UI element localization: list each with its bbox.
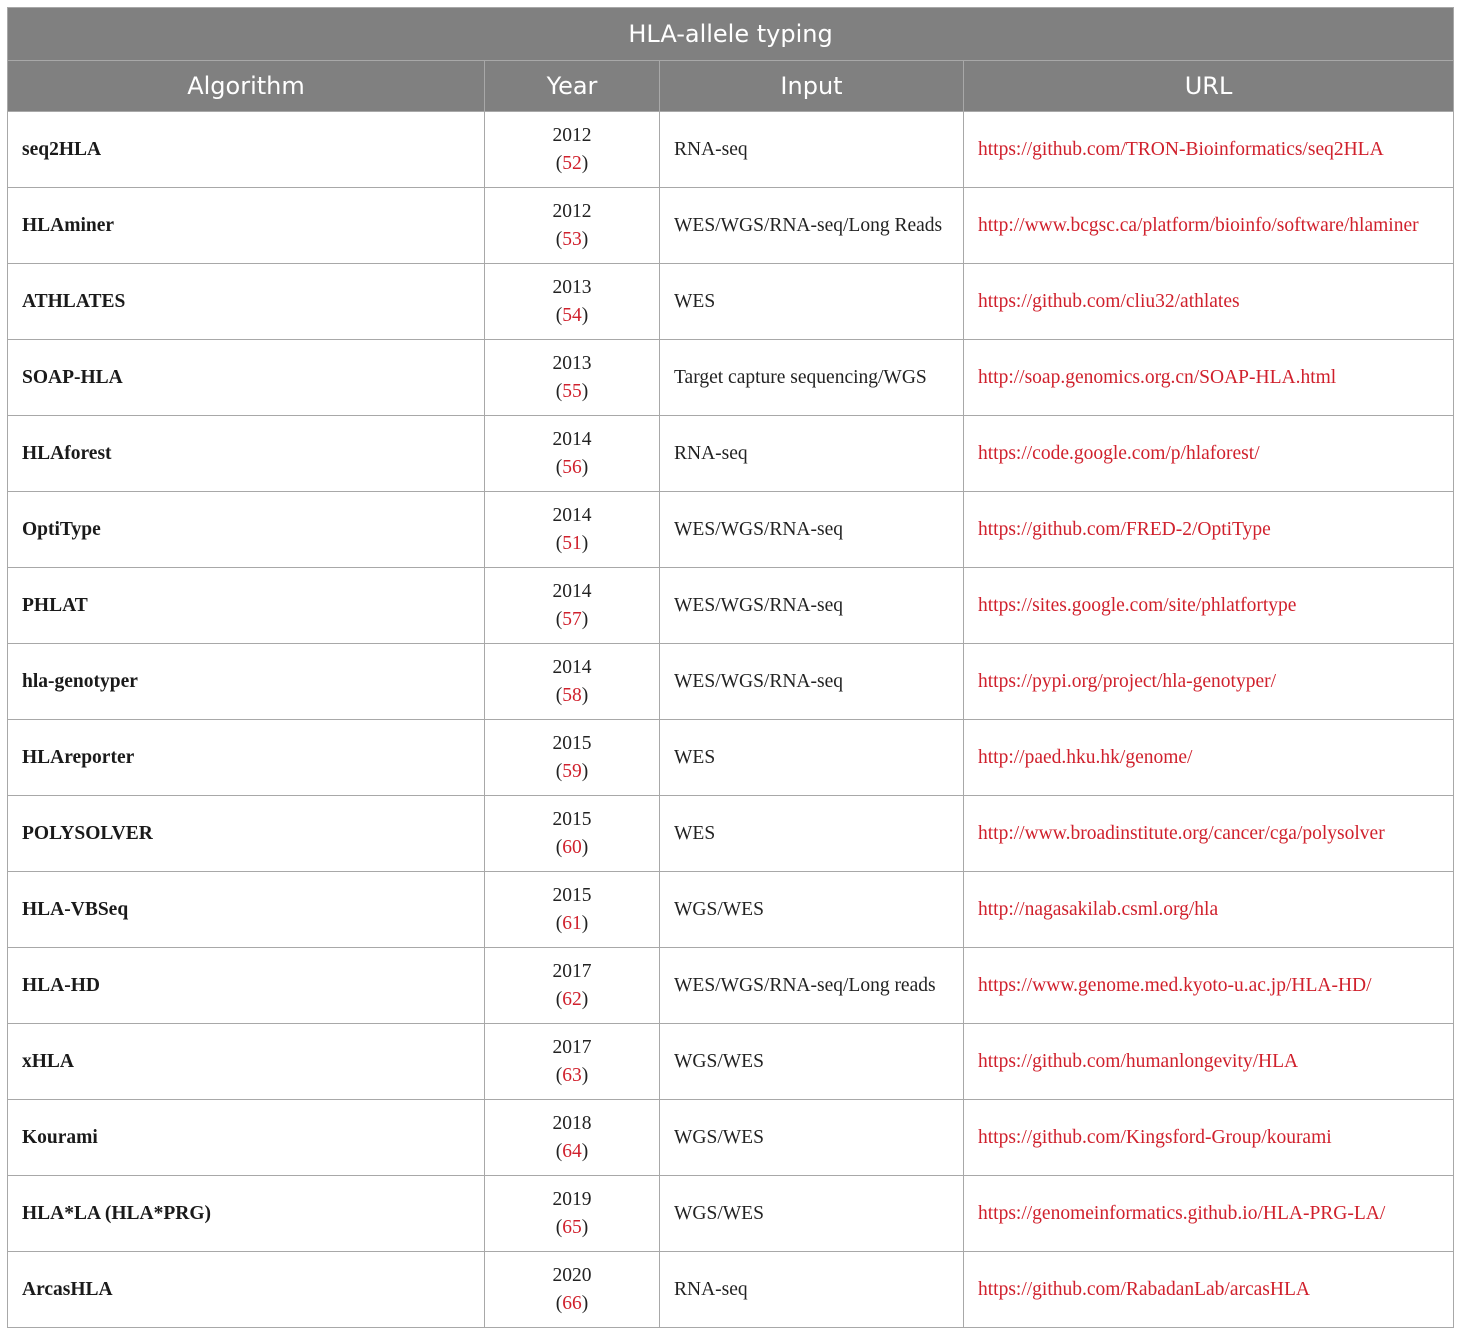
table-title: HLA-allele typing bbox=[8, 8, 1454, 61]
algorithm-cell: SOAP-HLA bbox=[8, 340, 485, 416]
algorithm-cell: ATHLATES bbox=[8, 264, 485, 340]
year-cell bbox=[485, 568, 660, 644]
url-link[interactable]: http://paed.hku.hk/genome/ bbox=[964, 720, 1454, 796]
reference-number[interactable]: 53 bbox=[562, 228, 582, 250]
input-cell: WES bbox=[660, 720, 964, 796]
year-value: 2014 bbox=[552, 504, 592, 526]
input-cell: WES bbox=[660, 264, 964, 340]
reference-citation[interactable]: (55) bbox=[555, 380, 589, 402]
year-cell bbox=[485, 948, 660, 1024]
year-cell bbox=[485, 796, 660, 872]
table-row bbox=[8, 416, 1454, 492]
url-link[interactable]: https://pypi.org/project/hla-genotyper/ bbox=[964, 644, 1454, 720]
reference-number[interactable]: 60 bbox=[562, 836, 582, 858]
table-header-row bbox=[8, 61, 1454, 112]
table-body bbox=[8, 112, 1454, 1328]
year-cell bbox=[485, 1176, 660, 1252]
year-value: 2013 bbox=[552, 352, 592, 374]
header-algorithm: Algorithm bbox=[8, 61, 485, 112]
algorithm-cell: Kourami bbox=[8, 1100, 485, 1176]
table-row bbox=[8, 1100, 1454, 1176]
reference-number[interactable]: 63 bbox=[562, 1064, 582, 1086]
algorithm-cell: HLA-HD bbox=[8, 948, 485, 1024]
reference-number[interactable]: 62 bbox=[562, 988, 582, 1010]
url-link[interactable]: https://www.genome.med.kyoto-u.ac.jp/HLA-HD/ bbox=[964, 948, 1454, 1024]
input-cell: WES/WGS/RNA-seq/Long reads bbox=[660, 948, 964, 1024]
input-cell: WGS/WES bbox=[660, 872, 964, 948]
year-cell bbox=[485, 872, 660, 948]
algorithm-cell: HLAforest bbox=[8, 416, 485, 492]
table-row bbox=[8, 264, 1454, 340]
reference-citation[interactable]: (63) bbox=[555, 1064, 589, 1086]
year-cell bbox=[485, 720, 660, 796]
reference-number[interactable]: 61 bbox=[562, 912, 582, 934]
input-cell: WES bbox=[660, 796, 964, 872]
url-link[interactable]: https://github.com/humanlongevity/HLA bbox=[964, 1024, 1454, 1100]
reference-citation[interactable]: (57) bbox=[555, 608, 589, 630]
year-value: 2017 bbox=[552, 1036, 592, 1058]
reference-citation[interactable]: (62) bbox=[555, 988, 589, 1010]
url-link[interactable]: https://genomeinformatics.github.io/HLA-PRG-LA/ bbox=[964, 1176, 1454, 1252]
year-cell bbox=[485, 112, 660, 188]
url-link[interactable]: https://github.com/FRED-2/OptiType bbox=[964, 492, 1454, 568]
table-row bbox=[8, 1176, 1454, 1252]
reference-citation[interactable]: (60) bbox=[555, 836, 589, 858]
url-link[interactable]: https://github.com/Kingsford-Group/kourami bbox=[964, 1100, 1454, 1176]
url-link[interactable]: http://soap.genomics.org.cn/SOAP-HLA.html bbox=[964, 340, 1454, 416]
year-cell bbox=[485, 340, 660, 416]
year-value: 2019 bbox=[552, 1188, 592, 1210]
table-row bbox=[8, 1024, 1454, 1100]
table-row bbox=[8, 188, 1454, 264]
algorithm-cell: xHLA bbox=[8, 1024, 485, 1100]
year-cell bbox=[485, 416, 660, 492]
input-cell: WGS/WES bbox=[660, 1100, 964, 1176]
reference-citation[interactable]: (53) bbox=[555, 228, 589, 250]
input-cell: WES/WGS/RNA-seq bbox=[660, 568, 964, 644]
algorithm-cell: HLAreporter bbox=[8, 720, 485, 796]
table-row bbox=[8, 340, 1454, 416]
input-cell: RNA-seq bbox=[660, 1252, 964, 1328]
year-cell bbox=[485, 1252, 660, 1328]
reference-citation[interactable]: (56) bbox=[555, 456, 589, 478]
reference-citation[interactable]: (58) bbox=[555, 684, 589, 706]
reference-number[interactable]: 65 bbox=[562, 1216, 582, 1238]
reference-number[interactable]: 56 bbox=[562, 456, 582, 478]
reference-number[interactable]: 66 bbox=[562, 1292, 582, 1314]
reference-number[interactable]: 51 bbox=[562, 532, 582, 554]
year-cell bbox=[485, 492, 660, 568]
year-value: 2015 bbox=[552, 884, 592, 906]
reference-number[interactable]: 59 bbox=[562, 760, 582, 782]
url-link[interactable]: http://www.bcgsc.ca/platform/bioinfo/software/hlaminer bbox=[964, 188, 1454, 264]
url-link[interactable]: https://sites.google.com/site/phlatfortype bbox=[964, 568, 1454, 644]
algorithm-cell: ArcasHLA bbox=[8, 1252, 485, 1328]
year-value: 2014 bbox=[552, 656, 592, 678]
input-cell: RNA-seq bbox=[660, 416, 964, 492]
year-cell bbox=[485, 1024, 660, 1100]
url-link[interactable]: https://github.com/cliu32/athlates bbox=[964, 264, 1454, 340]
reference-citation[interactable]: (61) bbox=[555, 912, 589, 934]
year-value: 2013 bbox=[552, 276, 592, 298]
year-value: 2020 bbox=[552, 1264, 592, 1286]
url-link[interactable]: http://www.broadinstitute.org/cancer/cga/polysolver bbox=[964, 796, 1454, 872]
input-cell: WES/WGS/RNA-seq bbox=[660, 492, 964, 568]
year-value: 2017 bbox=[552, 960, 592, 982]
table-container bbox=[7, 7, 1453, 1328]
table-row bbox=[8, 112, 1454, 188]
table-row bbox=[8, 568, 1454, 644]
year-cell bbox=[485, 1100, 660, 1176]
reference-number[interactable]: 55 bbox=[562, 380, 582, 402]
table-row bbox=[8, 720, 1454, 796]
reference-citation[interactable]: (65) bbox=[555, 1216, 589, 1238]
header-url: URL bbox=[964, 61, 1454, 112]
reference-number[interactable]: 54 bbox=[562, 304, 582, 326]
reference-number[interactable]: 58 bbox=[562, 684, 582, 706]
table-row bbox=[8, 796, 1454, 872]
header-input: Input bbox=[660, 61, 964, 112]
input-cell: WGS/WES bbox=[660, 1024, 964, 1100]
table-row bbox=[8, 1252, 1454, 1328]
year-value: 2015 bbox=[552, 808, 592, 830]
year-value: 2014 bbox=[552, 428, 592, 450]
header-year: Year bbox=[485, 61, 660, 112]
year-value: 2012 bbox=[552, 200, 592, 222]
table-title-row bbox=[8, 8, 1454, 61]
year-cell bbox=[485, 264, 660, 340]
algorithm-cell: hla-genotyper bbox=[8, 644, 485, 720]
reference-citation[interactable]: (51) bbox=[555, 532, 589, 554]
year-cell bbox=[485, 644, 660, 720]
table-row bbox=[8, 872, 1454, 948]
input-cell: WES/WGS/RNA-seq/Long Reads bbox=[660, 188, 964, 264]
algorithm-cell: HLA*LA (HLA*PRG) bbox=[8, 1176, 485, 1252]
reference-citation[interactable]: (52) bbox=[555, 152, 589, 174]
year-value: 2018 bbox=[552, 1112, 592, 1134]
reference-number[interactable]: 57 bbox=[562, 608, 582, 630]
algorithm-cell: POLYSOLVER bbox=[8, 796, 485, 872]
input-cell: WES/WGS/RNA-seq bbox=[660, 644, 964, 720]
algorithm-cell: PHLAT bbox=[8, 568, 485, 644]
algorithm-cell: HLA-VBSeq bbox=[8, 872, 485, 948]
reference-number[interactable]: 64 bbox=[562, 1140, 582, 1162]
reference-citation[interactable]: (66) bbox=[555, 1292, 589, 1314]
reference-citation[interactable]: (59) bbox=[555, 760, 589, 782]
table-row bbox=[8, 948, 1454, 1024]
year-value: 2015 bbox=[552, 732, 592, 754]
reference-citation[interactable]: (64) bbox=[555, 1140, 589, 1162]
reference-citation[interactable]: (54) bbox=[555, 304, 589, 326]
url-link[interactable]: https://github.com/RabadanLab/arcasHLA bbox=[964, 1252, 1454, 1328]
table-row bbox=[8, 644, 1454, 720]
year-cell bbox=[485, 188, 660, 264]
reference-number[interactable]: 52 bbox=[562, 152, 582, 174]
url-link[interactable]: http://nagasakilab.csml.org/hla bbox=[964, 872, 1454, 948]
year-value: 2012 bbox=[552, 124, 592, 146]
algorithm-cell: seq2HLA bbox=[8, 112, 485, 188]
url-link[interactable]: https://code.google.com/p/hlaforest/ bbox=[964, 416, 1454, 492]
url-link[interactable]: https://github.com/TRON-Bioinformatics/seq2HLA bbox=[964, 112, 1454, 188]
year-value: 2014 bbox=[552, 580, 592, 602]
algorithm-cell: HLAminer bbox=[8, 188, 485, 264]
table-row bbox=[8, 492, 1454, 568]
input-cell: RNA-seq bbox=[660, 112, 964, 188]
input-cell: WGS/WES bbox=[660, 1176, 964, 1252]
algorithm-cell: OptiType bbox=[8, 492, 485, 568]
hla-typing-table bbox=[7, 7, 1454, 1328]
input-cell: Target capture sequencing/WGS bbox=[660, 340, 964, 416]
